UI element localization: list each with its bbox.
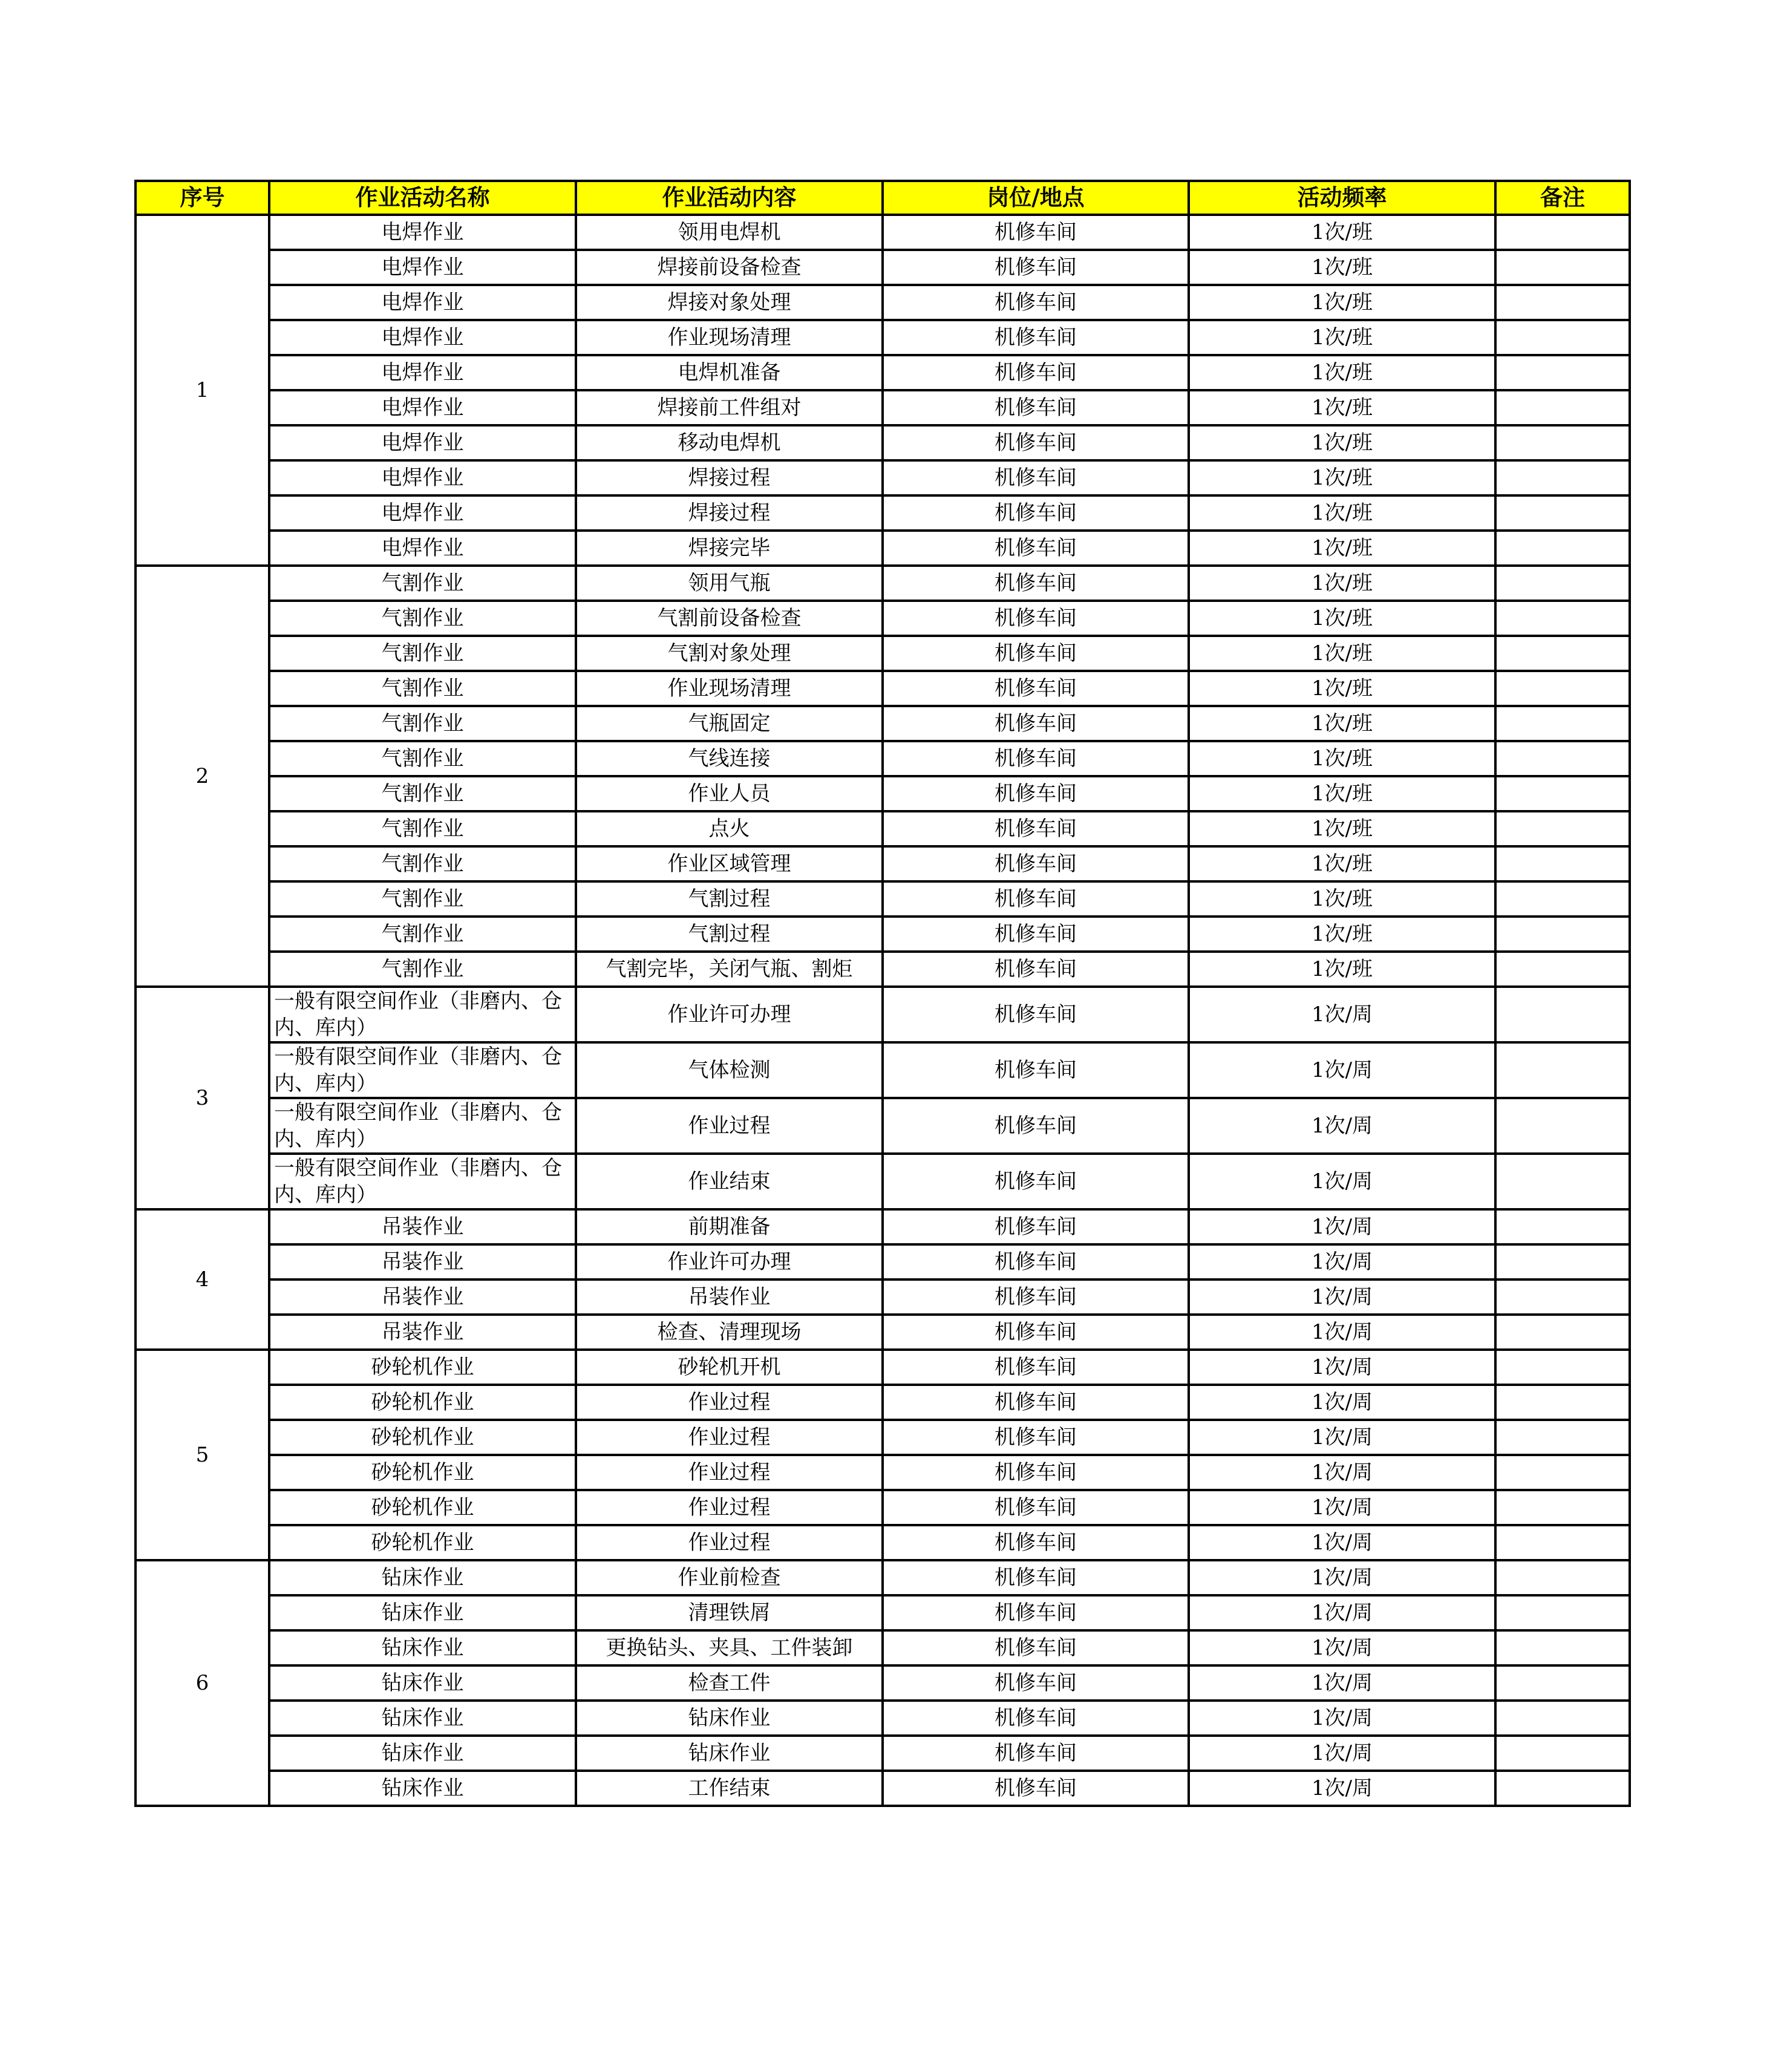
cell-activity-content[interactable]: 气瓶固定 [576,706,883,741]
cell-activity-name[interactable]: 电焊作业 [269,425,576,460]
cell-location[interactable]: 机修车间 [883,566,1189,601]
cell-activity-name[interactable]: 气割作业 [269,741,576,776]
cell-frequency[interactable]: 1次/班 [1189,460,1495,495]
cell-location[interactable]: 机修车间 [883,636,1189,671]
cell-activity-name[interactable]: 气割作业 [269,881,576,917]
cell-note[interactable] [1495,846,1630,881]
cell-activity-content[interactable]: 钻床作业 [576,1736,883,1771]
cell-frequency[interactable]: 1次/班 [1189,215,1495,250]
cell-activity-content[interactable]: 作业许可办理 [576,987,883,1042]
header-seq[interactable]: 序号 [136,181,269,215]
header-activity-content[interactable]: 作业活动内容 [576,181,883,215]
cell-note[interactable] [1495,1490,1630,1525]
cell-activity-name[interactable]: 一般有限空间作业（非磨内、仓内、库内） [269,987,576,1042]
table-header [136,181,1630,215]
cell-frequency[interactable]: 1次/周 [1189,1244,1495,1279]
cell-frequency[interactable]: 1次/班 [1189,566,1495,601]
cell-note[interactable] [1495,285,1630,320]
table-row [136,776,1630,811]
table-row [136,1279,1630,1315]
cell-note[interactable] [1495,1315,1630,1350]
cell-activity-content[interactable]: 砂轮机开机 [576,1350,883,1385]
cell-frequency[interactable]: 1次/周 [1189,1525,1495,1560]
cell-frequency[interactable]: 1次/班 [1189,811,1495,846]
cell-seq[interactable]: 6 [136,1560,269,1806]
cell-frequency[interactable]: 1次/周 [1189,1771,1495,1806]
cell-frequency[interactable]: 1次/班 [1189,741,1495,776]
cell-seq[interactable]: 3 [136,987,269,1209]
cell-location[interactable]: 机修车间 [883,1279,1189,1315]
cell-activity-name[interactable]: 气割作业 [269,671,576,706]
cell-note[interactable] [1495,811,1630,846]
cell-activity-content[interactable]: 作业结束 [576,1154,883,1209]
cell-frequency[interactable]: 1次/周 [1189,1560,1495,1595]
cell-frequency[interactable]: 1次/周 [1189,1665,1495,1701]
table-row [136,1595,1630,1630]
cell-activity-content[interactable]: 焊接过程 [576,495,883,531]
table-row [136,425,1630,460]
cell-activity-content[interactable]: 作业人员 [576,776,883,811]
cell-note[interactable] [1495,425,1630,460]
cell-activity-name[interactable]: 吊装作业 [269,1279,576,1315]
cell-activity-content[interactable]: 作业过程 [576,1525,883,1560]
cell-activity-content[interactable]: 焊接对象处理 [576,285,883,320]
cell-location[interactable]: 机修车间 [883,495,1189,531]
cell-location[interactable]: 机修车间 [883,1701,1189,1736]
cell-location[interactable]: 机修车间 [883,917,1189,952]
table-row [136,320,1630,355]
cell-note[interactable] [1495,355,1630,390]
table-row [136,1630,1630,1665]
cell-location[interactable]: 机修车间 [883,1385,1189,1420]
cell-note[interactable] [1495,250,1630,285]
table-row [136,1315,1630,1350]
cell-frequency[interactable]: 1次/班 [1189,285,1495,320]
cell-frequency[interactable]: 1次/班 [1189,601,1495,636]
cell-activity-name[interactable]: 气割作业 [269,706,576,741]
cell-seq[interactable]: 1 [136,215,269,566]
table-row [136,1042,1630,1098]
cell-activity-content[interactable]: 焊接完毕 [576,531,883,566]
cell-activity-content[interactable]: 焊接前设备检查 [576,250,883,285]
cell-note[interactable] [1495,741,1630,776]
cell-note[interactable] [1495,1350,1630,1385]
cell-activity-name[interactable]: 钻床作业 [269,1665,576,1701]
cell-location[interactable]: 机修车间 [883,1560,1189,1595]
cell-frequency[interactable]: 1次/班 [1189,917,1495,952]
cell-activity-content[interactable]: 移动电焊机 [576,425,883,460]
cell-frequency[interactable]: 1次/周 [1189,1455,1495,1490]
cell-activity-name[interactable]: 砂轮机作业 [269,1490,576,1525]
cell-activity-name[interactable]: 气割作业 [269,952,576,987]
table-row [136,390,1630,425]
cell-activity-name[interactable]: 电焊作业 [269,250,576,285]
cell-activity-content[interactable]: 气割对象处理 [576,636,883,671]
cell-frequency[interactable]: 1次/周 [1189,1736,1495,1771]
cell-activity-content[interactable]: 作业前检查 [576,1560,883,1595]
cell-frequency[interactable]: 1次/周 [1189,1595,1495,1630]
cell-seq[interactable]: 4 [136,1209,269,1350]
cell-location[interactable]: 机修车间 [883,1098,1189,1154]
cell-location[interactable]: 机修车间 [883,250,1189,285]
cell-activity-name[interactable]: 钻床作业 [269,1595,576,1630]
table-row [136,250,1630,285]
table-row [136,706,1630,741]
cell-location[interactable]: 机修车间 [883,460,1189,495]
cell-note[interactable] [1495,1042,1630,1098]
cell-activity-content[interactable]: 作业现场清理 [576,320,883,355]
cell-location[interactable]: 机修车间 [883,1042,1189,1098]
cell-activity-name[interactable]: 钻床作业 [269,1630,576,1665]
table-row [136,917,1630,952]
cell-activity-content[interactable]: 作业过程 [576,1385,883,1420]
cell-note[interactable] [1495,917,1630,952]
table-row [136,1560,1630,1595]
table-row [136,1665,1630,1701]
table-row [136,1736,1630,1771]
cell-activity-name[interactable]: 电焊作业 [269,355,576,390]
cell-note[interactable] [1495,390,1630,425]
cell-note[interactable] [1495,952,1630,987]
cell-location[interactable]: 机修车间 [883,1209,1189,1244]
cell-frequency[interactable]: 1次/班 [1189,355,1495,390]
cell-frequency[interactable]: 1次/周 [1189,1042,1495,1098]
cell-activity-content[interactable]: 气体检测 [576,1042,883,1098]
cell-activity-name[interactable]: 电焊作业 [269,285,576,320]
cell-note[interactable] [1495,1560,1630,1595]
cell-frequency[interactable]: 1次/班 [1189,531,1495,566]
cell-note[interactable] [1495,320,1630,355]
table-row [136,952,1630,987]
cell-activity-content[interactable]: 气割前设备检查 [576,601,883,636]
table-row [136,1154,1630,1209]
cell-note[interactable] [1495,1385,1630,1420]
cell-activity-content[interactable]: 焊接过程 [576,460,883,495]
table-row [136,531,1630,566]
cell-activity-name[interactable]: 电焊作业 [269,460,576,495]
cell-seq[interactable]: 5 [136,1350,269,1560]
cell-note[interactable] [1495,460,1630,495]
cell-location[interactable]: 机修车间 [883,776,1189,811]
cell-location[interactable]: 机修车间 [883,285,1189,320]
cell-frequency[interactable]: 1次/周 [1189,1701,1495,1736]
cell-frequency[interactable]: 1次/周 [1189,1279,1495,1315]
cell-location[interactable]: 机修车间 [883,1350,1189,1385]
cell-activity-name[interactable]: 砂轮机作业 [269,1420,576,1455]
cell-note[interactable] [1495,1665,1630,1701]
cell-activity-name[interactable]: 电焊作业 [269,390,576,425]
cell-frequency[interactable]: 1次/班 [1189,671,1495,706]
table-row [136,846,1630,881]
cell-activity-content[interactable]: 焊接前工件组对 [576,390,883,425]
cell-note[interactable] [1495,881,1630,917]
cell-activity-content[interactable]: 吊装作业 [576,1279,883,1315]
table-row [136,1490,1630,1525]
table-row [136,636,1630,671]
cell-activity-content[interactable]: 钻床作业 [576,1701,883,1736]
cell-activity-name[interactable]: 电焊作业 [269,495,576,531]
cell-location[interactable]: 机修车间 [883,1525,1189,1560]
cell-frequency[interactable]: 1次/周 [1189,1209,1495,1244]
cell-activity-name[interactable]: 钻床作业 [269,1560,576,1595]
cell-location[interactable]: 机修车间 [883,1490,1189,1525]
table-row [136,1701,1630,1736]
activity-table [134,180,1631,1807]
table-row [136,1420,1630,1455]
cell-seq[interactable]: 2 [136,566,269,987]
cell-location[interactable]: 机修车间 [883,671,1189,706]
cell-activity-content[interactable]: 清理铁屑 [576,1595,883,1630]
cell-frequency[interactable]: 1次/周 [1189,987,1495,1042]
cell-note[interactable] [1495,776,1630,811]
header-row [136,181,1630,215]
cell-frequency[interactable]: 1次/班 [1189,846,1495,881]
cell-note[interactable] [1495,566,1630,601]
cell-activity-content[interactable]: 检查、清理现场 [576,1315,883,1350]
cell-activity-content[interactable]: 气割过程 [576,881,883,917]
cell-activity-name[interactable]: 钻床作业 [269,1701,576,1736]
table-row [136,671,1630,706]
cell-activity-content[interactable]: 前期准备 [576,1209,883,1244]
cell-frequency[interactable]: 1次/班 [1189,776,1495,811]
cell-activity-name[interactable]: 电焊作业 [269,215,576,250]
table-row [136,601,1630,636]
cell-activity-name[interactable]: 钻床作业 [269,1771,576,1806]
cell-activity-name[interactable]: 气割作业 [269,776,576,811]
table-row [136,1525,1630,1560]
cell-activity-content[interactable]: 领用气瓶 [576,566,883,601]
cell-frequency[interactable]: 1次/班 [1189,425,1495,460]
cell-note[interactable] [1495,1771,1630,1806]
cell-activity-name[interactable]: 电焊作业 [269,531,576,566]
cell-activity-name[interactable]: 气割作业 [269,601,576,636]
table-row [136,1098,1630,1154]
cell-note[interactable] [1495,706,1630,741]
cell-frequency[interactable]: 1次/班 [1189,881,1495,917]
cell-location[interactable]: 机修车间 [883,1315,1189,1350]
cell-activity-content[interactable]: 作业过程 [576,1098,883,1154]
cell-location[interactable]: 机修车间 [883,355,1189,390]
cell-location[interactable]: 机修车间 [883,811,1189,846]
cell-activity-content[interactable]: 气线连接 [576,741,883,776]
cell-note[interactable] [1495,987,1630,1042]
cell-location[interactable]: 机修车间 [883,952,1189,987]
cell-frequency[interactable]: 1次/班 [1189,250,1495,285]
cell-note[interactable] [1495,531,1630,566]
cell-location[interactable]: 机修车间 [883,1420,1189,1455]
cell-location[interactable]: 机修车间 [883,215,1189,250]
cell-location[interactable]: 机修车间 [883,390,1189,425]
cell-activity-content[interactable]: 检查工件 [576,1665,883,1701]
header-location[interactable]: 岗位/地点 [883,181,1189,215]
cell-frequency[interactable]: 1次/周 [1189,1154,1495,1209]
cell-note[interactable] [1495,1736,1630,1771]
cell-note[interactable] [1495,215,1630,250]
cell-note[interactable] [1495,671,1630,706]
cell-activity-name[interactable]: 气割作业 [269,636,576,671]
table-row [136,987,1630,1042]
table-row [136,355,1630,390]
table-row [136,881,1630,917]
cell-activity-name[interactable]: 气割作业 [269,917,576,952]
cell-note[interactable] [1495,1209,1630,1244]
cell-activity-name[interactable]: 砂轮机作业 [269,1455,576,1490]
cell-activity-content[interactable]: 气割完毕，关闭气瓶、割炬 [576,952,883,987]
cell-activity-content[interactable]: 作业现场清理 [576,671,883,706]
cell-frequency[interactable]: 1次/周 [1189,1350,1495,1385]
cell-note[interactable] [1495,636,1630,671]
cell-frequency[interactable]: 1次/班 [1189,390,1495,425]
table-row [136,741,1630,776]
cell-note[interactable] [1495,1525,1630,1560]
cell-activity-content[interactable]: 作业过程 [576,1420,883,1455]
cell-frequency[interactable]: 1次/周 [1189,1490,1495,1525]
cell-location[interactable]: 机修车间 [883,881,1189,917]
cell-activity-content[interactable]: 工作结束 [576,1771,883,1806]
header-frequency[interactable]: 活动频率 [1189,181,1495,215]
cell-note[interactable] [1495,1701,1630,1736]
cell-activity-content[interactable]: 电焊机准备 [576,355,883,390]
cell-frequency[interactable]: 1次/班 [1189,952,1495,987]
cell-location[interactable]: 机修车间 [883,1665,1189,1701]
cell-location[interactable]: 机修车间 [883,425,1189,460]
cell-activity-name[interactable]: 钻床作业 [269,1736,576,1771]
cell-activity-name[interactable]: 砂轮机作业 [269,1385,576,1420]
cell-activity-name[interactable]: 一般有限空间作业（非磨内、仓内、库内） [269,1154,576,1209]
table-row [136,460,1630,495]
cell-note[interactable] [1495,1455,1630,1490]
cell-activity-name[interactable]: 一般有限空间作业（非磨内、仓内、库内） [269,1042,576,1098]
cell-location[interactable]: 机修车间 [883,846,1189,881]
cell-activity-content[interactable]: 更换钻头、夹具、工件装卸 [576,1630,883,1665]
cell-activity-name[interactable]: 吊装作业 [269,1315,576,1350]
table-row [136,285,1630,320]
cell-activity-content[interactable]: 气割过程 [576,917,883,952]
table-row [136,1771,1630,1806]
cell-location[interactable]: 机修车间 [883,1736,1189,1771]
header-activity-name[interactable]: 作业活动名称 [269,181,576,215]
cell-location[interactable]: 机修车间 [883,1771,1189,1806]
cell-frequency[interactable]: 1次/班 [1189,636,1495,671]
cell-activity-content[interactable]: 点火 [576,811,883,846]
cell-frequency[interactable]: 1次/班 [1189,320,1495,355]
cell-frequency[interactable]: 1次/周 [1189,1098,1495,1154]
cell-note[interactable] [1495,1420,1630,1455]
cell-note[interactable] [1495,1279,1630,1315]
table-row [136,495,1630,531]
cell-location[interactable]: 机修车间 [883,1455,1189,1490]
cell-frequency[interactable]: 1次/班 [1189,706,1495,741]
cell-activity-name[interactable]: 吊装作业 [269,1209,576,1244]
cell-activity-content[interactable]: 作业过程 [576,1455,883,1490]
cell-location[interactable]: 机修车间 [883,1595,1189,1630]
table-row [136,1244,1630,1279]
cell-note[interactable] [1495,1154,1630,1209]
table-row [136,1209,1630,1244]
cell-note[interactable] [1495,601,1630,636]
cell-activity-name[interactable]: 砂轮机作业 [269,1350,576,1385]
cell-location[interactable]: 机修车间 [883,987,1189,1042]
cell-frequency[interactable]: 1次/周 [1189,1630,1495,1665]
cell-frequency[interactable]: 1次/周 [1189,1385,1495,1420]
cell-note[interactable] [1495,1244,1630,1279]
cell-activity-name[interactable]: 砂轮机作业 [269,1525,576,1560]
cell-activity-content[interactable]: 作业许可办理 [576,1244,883,1279]
cell-note[interactable] [1495,1098,1630,1154]
table-body [136,215,1630,1806]
cell-activity-name[interactable]: 气割作业 [269,846,576,881]
table-row [136,811,1630,846]
cell-activity-content[interactable]: 作业过程 [576,1490,883,1525]
cell-location[interactable]: 机修车间 [883,320,1189,355]
cell-activity-name[interactable]: 电焊作业 [269,320,576,355]
cell-frequency[interactable]: 1次/班 [1189,495,1495,531]
cell-activity-name[interactable]: 一般有限空间作业（非磨内、仓内、库内） [269,1098,576,1154]
cell-activity-name[interactable]: 吊装作业 [269,1244,576,1279]
cell-location[interactable]: 机修车间 [883,1244,1189,1279]
cell-location[interactable]: 机修车间 [883,741,1189,776]
cell-location[interactable]: 机修车间 [883,1154,1189,1209]
table-row [136,1385,1630,1420]
cell-note[interactable] [1495,1595,1630,1630]
cell-frequency[interactable]: 1次/周 [1189,1315,1495,1350]
table-row [136,1455,1630,1490]
cell-location[interactable]: 机修车间 [883,706,1189,741]
cell-location[interactable]: 机修车间 [883,531,1189,566]
cell-location[interactable]: 机修车间 [883,601,1189,636]
cell-frequency[interactable]: 1次/周 [1189,1420,1495,1455]
cell-activity-content[interactable]: 领用电焊机 [576,215,883,250]
cell-activity-name[interactable]: 气割作业 [269,566,576,601]
cell-activity-content[interactable]: 作业区域管理 [576,846,883,881]
table-row [136,215,1630,250]
table-row [136,1350,1630,1385]
cell-activity-name[interactable]: 气割作业 [269,811,576,846]
table-row [136,566,1630,601]
cell-note[interactable] [1495,1630,1630,1665]
cell-location[interactable]: 机修车间 [883,1630,1189,1665]
header-note[interactable]: 备注 [1495,181,1630,215]
cell-note[interactable] [1495,495,1630,531]
